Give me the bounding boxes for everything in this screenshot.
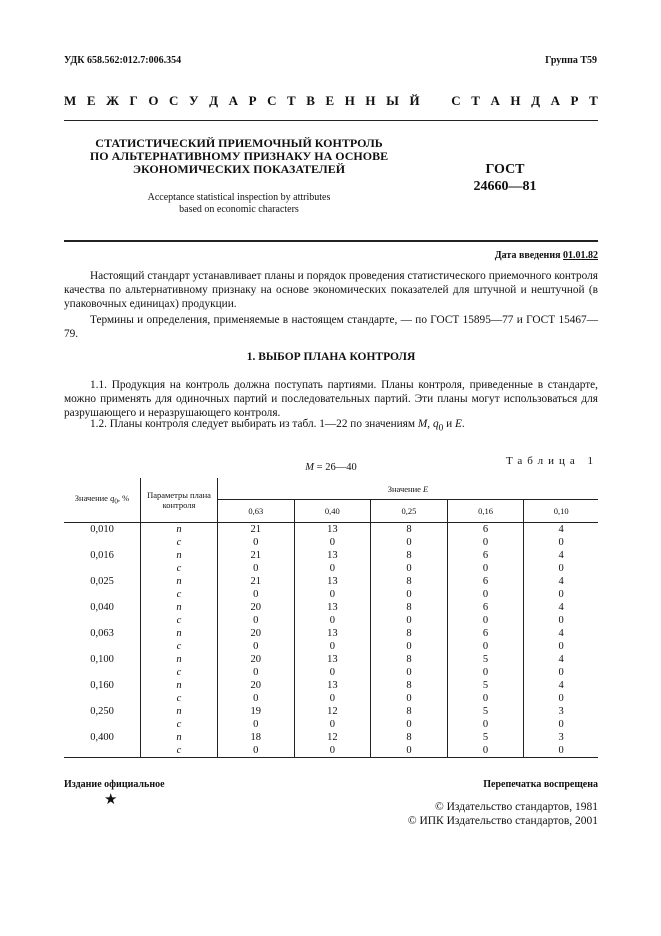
header-e [218, 478, 599, 500]
intro-paragraph-1: Настоящий стандарт устанавливает планы и порядок проведения статистического приемочного контроля качества по альтернативному признаку на основе экономических показателей для штучной и нештучной (в упаковочных единицах) продукции. [64, 270, 598, 310]
table-caption: Таблица 1 [505, 455, 598, 467]
c-value: 0 [371, 640, 448, 653]
n-value: 8 [371, 679, 448, 692]
c-value: 0 [447, 744, 524, 758]
table-row [64, 588, 598, 601]
c-value: 0 [371, 666, 448, 679]
table-row [64, 692, 598, 705]
c-value: 0 [371, 614, 448, 627]
q0-value [64, 588, 141, 601]
header-q0-label: Значение [74, 493, 111, 504]
n-value: 4 [558, 602, 564, 613]
banner-letter: А [490, 93, 500, 108]
c-value: 0 [218, 562, 295, 575]
n-value: 13 [294, 601, 371, 614]
group-code: Группа Т59 [545, 55, 597, 66]
param-c: c [141, 562, 218, 575]
q0-value [64, 666, 141, 679]
clause-1-2-m: M [417, 418, 428, 430]
c-value: 0 [371, 692, 448, 705]
title-en-line2: based on economic characters [179, 204, 299, 215]
n-value: 6 [447, 523, 524, 537]
table-row [64, 666, 598, 679]
c-value: 0 [558, 615, 564, 626]
c-value: 0 [447, 536, 524, 549]
n-value: 20 [218, 627, 295, 640]
clause-1-2-q: q [432, 418, 439, 430]
acceptance-plan-table [64, 478, 598, 758]
m-symbol: M [305, 462, 315, 473]
n-value: 8 [371, 575, 448, 588]
c-value: 0 [447, 718, 524, 731]
table-row [64, 549, 598, 562]
banner-letter: Т [471, 93, 480, 108]
table-row [64, 523, 598, 537]
param-n: n [141, 679, 218, 692]
c-value: 0 [218, 536, 295, 549]
gost-number: 24660—81 [473, 179, 537, 194]
n-value: 5 [447, 731, 524, 744]
table-row [64, 653, 598, 666]
header-q0-unit: , % [117, 493, 130, 504]
c-value: 0 [294, 536, 371, 549]
c-value: 0 [524, 744, 598, 758]
param-n: n [141, 731, 218, 744]
banner-letter: С [451, 93, 461, 108]
table-row [64, 731, 598, 744]
n-value: 8 [371, 523, 448, 537]
header-e-value: 0,10 [524, 500, 598, 523]
banner-letter: С [169, 93, 179, 108]
q0-value [64, 640, 141, 653]
c-value: 0 [447, 588, 524, 601]
c-value: 0 [218, 718, 295, 731]
n-value: 5 [447, 653, 524, 666]
n-value: 8 [371, 601, 448, 614]
banner-letter: О [148, 93, 159, 108]
gost-label: ГОСТ [485, 162, 525, 177]
n-value: 18 [218, 731, 295, 744]
n-value: 21 [218, 575, 295, 588]
n-value: 12 [294, 731, 371, 744]
date-intro-label: Дата введения [494, 250, 563, 261]
param-n: n [141, 575, 218, 588]
banner-letter: Е [86, 93, 96, 108]
c-value: 0 [371, 536, 448, 549]
n-value: 13 [294, 575, 371, 588]
header-plan-params: Параметры плана контроля [141, 478, 218, 523]
banner-letter: Й [409, 93, 420, 108]
m-range-value: = 26—40 [314, 462, 357, 473]
table-row [64, 705, 598, 718]
official-edition: Издание официальное [64, 779, 165, 790]
banner-letter: В [306, 93, 315, 108]
param-n: n [141, 627, 218, 640]
q0-value [64, 692, 141, 705]
n-value: 20 [218, 653, 295, 666]
table-row [64, 601, 598, 614]
n-value: 12 [294, 705, 371, 718]
n-value: 13 [294, 627, 371, 640]
n-value: 6 [447, 549, 524, 562]
header-q0-sub: 0 [114, 497, 118, 506]
clause-1-2-text: 1.2. Планы контроля следует выбирать из табл. 1—22 по значениям [90, 418, 418, 430]
param-c: c [141, 536, 218, 549]
header-e-value: 0,16 [447, 500, 524, 523]
n-value: 3 [558, 732, 564, 743]
c-value: 0 [371, 562, 448, 575]
table-row [64, 562, 598, 575]
table-row [64, 614, 598, 627]
c-value: 0 [371, 588, 448, 601]
c-value: 0 [218, 588, 295, 601]
title-ru-line1: СТАТИСТИЧЕСКИЙ ПРИЕМОЧНЫЙ КОНТРОЛЬ [95, 136, 383, 150]
title-ru-line3: ЭКОНОМИЧЕСКИХ ПОКАЗАТЕЛЕЙ [132, 162, 346, 176]
q0-value [64, 614, 141, 627]
title-block [64, 137, 414, 216]
q0-value: 0,016 [64, 549, 141, 562]
n-value: 20 [218, 679, 295, 692]
clause-1-1: 1.1. Продукция на контроль должна поступать партиями. Планы контроля, приведенные в стандарте, можно применять для одиночных партий и последовательных партий. Эти планы могут использоваться для разрушающего и неразрушающего контроля. [64, 379, 598, 419]
mid-divider [64, 240, 598, 242]
c-value: 0 [447, 692, 524, 705]
banner-letter: Е [325, 93, 335, 108]
star-icon: ★ [104, 792, 118, 808]
title-en-line1: Acceptance statistical inspection by attributes [147, 192, 331, 203]
clause-1-2 [64, 417, 598, 435]
banner-letter: Ж [106, 93, 119, 108]
c-value: 0 [558, 693, 564, 704]
banner-letter: Д [531, 93, 541, 108]
c-value: 0 [294, 692, 371, 705]
reprint-prohibited: Перепечатка воспрещена [483, 779, 598, 790]
header-e-value: 0,40 [294, 500, 371, 523]
header-e-symbol: E [423, 483, 429, 494]
param-c: c [141, 744, 218, 758]
top-divider [64, 120, 598, 121]
q0-value: 0,100 [64, 653, 141, 666]
c-value: 0 [218, 640, 295, 653]
c-value: 0 [558, 667, 564, 678]
n-value: 21 [218, 523, 295, 537]
n-value: 13 [294, 523, 371, 537]
section-1-title: 1. ВЫБОР ПЛАНА КОНТРОЛЯ [246, 351, 416, 363]
banner-letter: Р [248, 93, 257, 108]
c-value: 0 [371, 718, 448, 731]
n-value: 13 [294, 653, 371, 666]
c-value: 0 [294, 744, 371, 758]
clause-1-2-e: E [455, 418, 462, 430]
c-value: 0 [218, 692, 295, 705]
c-value: 0 [558, 589, 564, 600]
banner-letter: М [64, 93, 77, 108]
n-value: 8 [371, 549, 448, 562]
table-row [64, 627, 598, 640]
param-c: c [141, 718, 218, 731]
c-value: 0 [294, 718, 371, 731]
c-value: 0 [447, 614, 524, 627]
intro-paragraph-2: Термины и определения, применяемые в настоящем стандарте, — по ГОСТ 15895—77 и ГОСТ 15467—79. [64, 314, 598, 340]
param-n: n [141, 549, 218, 562]
param-c: c [141, 640, 218, 653]
table-container [64, 478, 598, 758]
banner-letter: С [267, 93, 277, 108]
q0-value: 0,063 [64, 627, 141, 640]
c-value: 0 [447, 666, 524, 679]
n-value: 8 [371, 627, 448, 640]
c-value: 0 [558, 537, 564, 548]
c-value: 0 [294, 666, 371, 679]
gost-block [430, 161, 580, 195]
banner-letter: Т [287, 93, 296, 108]
q0-value: 0,160 [64, 679, 141, 692]
banner-letter: Н [365, 93, 376, 108]
copyright-1981: © Издательство стандартов, 1981 [434, 801, 598, 813]
udk-code: УДК 658.562:012.7:006.354 [64, 55, 182, 66]
c-value: 0 [558, 719, 564, 730]
c-value: 0 [218, 666, 295, 679]
c-value: 0 [294, 614, 371, 627]
param-c: c [141, 614, 218, 627]
banner-letter: Р [570, 93, 579, 108]
title-ru-line2: ПО АЛЬТЕРНАТИВНОМУ ПРИЗНАКУ НА ОСНОВЕ [89, 149, 389, 163]
q0-value: 0,040 [64, 601, 141, 614]
q0-value: 0,010 [64, 523, 141, 537]
n-value: 4 [558, 576, 564, 587]
n-value: 6 [447, 575, 524, 588]
param-c: c [141, 692, 218, 705]
n-value: 21 [218, 549, 295, 562]
header-e-value: 0,25 [371, 500, 448, 523]
date-intro-value: 01.01.82 [563, 250, 598, 261]
c-value: 0 [294, 562, 371, 575]
n-value: 8 [371, 731, 448, 744]
q0-value: 0,250 [64, 705, 141, 718]
header-q0-symbol: q [110, 493, 115, 504]
banner-letter: Г [129, 93, 138, 108]
n-value: 6 [447, 601, 524, 614]
banner-letter: Т [589, 93, 598, 108]
q0-value [64, 718, 141, 731]
copyright-2001: © ИПК Издательство стандартов, 2001 [407, 815, 598, 827]
n-value: 13 [294, 549, 371, 562]
param-c: c [141, 588, 218, 601]
header-q0 [64, 478, 141, 523]
param-n: n [141, 601, 218, 614]
n-value: 5 [447, 705, 524, 718]
c-value: 0 [218, 614, 295, 627]
table-row [64, 744, 598, 758]
c-value: 0 [294, 588, 371, 601]
n-value: 4 [558, 524, 564, 535]
n-value: 4 [558, 550, 564, 561]
table-row [64, 536, 598, 549]
c-value: 0 [447, 640, 524, 653]
q0-value [64, 562, 141, 575]
banner-letter: Ы [386, 93, 399, 108]
c-value: 0 [218, 744, 295, 758]
clause-1-2-q-sub: 0 [438, 423, 444, 434]
banner-letter: А [228, 93, 238, 108]
param-n: n [141, 653, 218, 666]
param-n: n [141, 705, 218, 718]
clause-1-2-comma: , [427, 418, 433, 430]
banner-letter: А [550, 93, 560, 108]
n-value: 13 [294, 679, 371, 692]
n-value: 5 [447, 679, 524, 692]
q0-value: 0,025 [64, 575, 141, 588]
c-value: 0 [371, 744, 448, 758]
c-value: 0 [447, 562, 524, 575]
header-e-value: 0,63 [218, 500, 295, 523]
n-value: 4 [558, 654, 564, 665]
n-value: 4 [558, 628, 564, 639]
table-m-range [64, 462, 598, 473]
n-value: 8 [371, 653, 448, 666]
date-of-introduction [495, 250, 598, 261]
banner-letter: Н [510, 93, 521, 108]
table-row [64, 679, 598, 692]
c-value: 0 [294, 640, 371, 653]
table-row [64, 575, 598, 588]
banner-letter: Д [209, 93, 219, 108]
n-value: 3 [558, 706, 564, 717]
n-value: 6 [447, 627, 524, 640]
n-value: 19 [218, 705, 295, 718]
n-value: 20 [218, 601, 295, 614]
clause-1-2-and: и [443, 418, 455, 430]
standard-banner [64, 93, 598, 109]
c-value: 0 [558, 641, 564, 652]
n-value: 8 [371, 705, 448, 718]
table-row [64, 640, 598, 653]
banner-letter: Н [344, 93, 355, 108]
c-value: 0 [558, 563, 564, 574]
clause-1-2-end: . [461, 418, 465, 430]
n-value: 4 [558, 680, 564, 691]
table-row [64, 718, 598, 731]
param-n: n [141, 523, 218, 537]
q0-value [64, 744, 141, 758]
header-e-label: Значение [387, 483, 424, 494]
param-c: c [141, 666, 218, 679]
banner-letter: У [188, 93, 199, 108]
q0-value [64, 536, 141, 549]
q0-value: 0,400 [64, 731, 141, 744]
